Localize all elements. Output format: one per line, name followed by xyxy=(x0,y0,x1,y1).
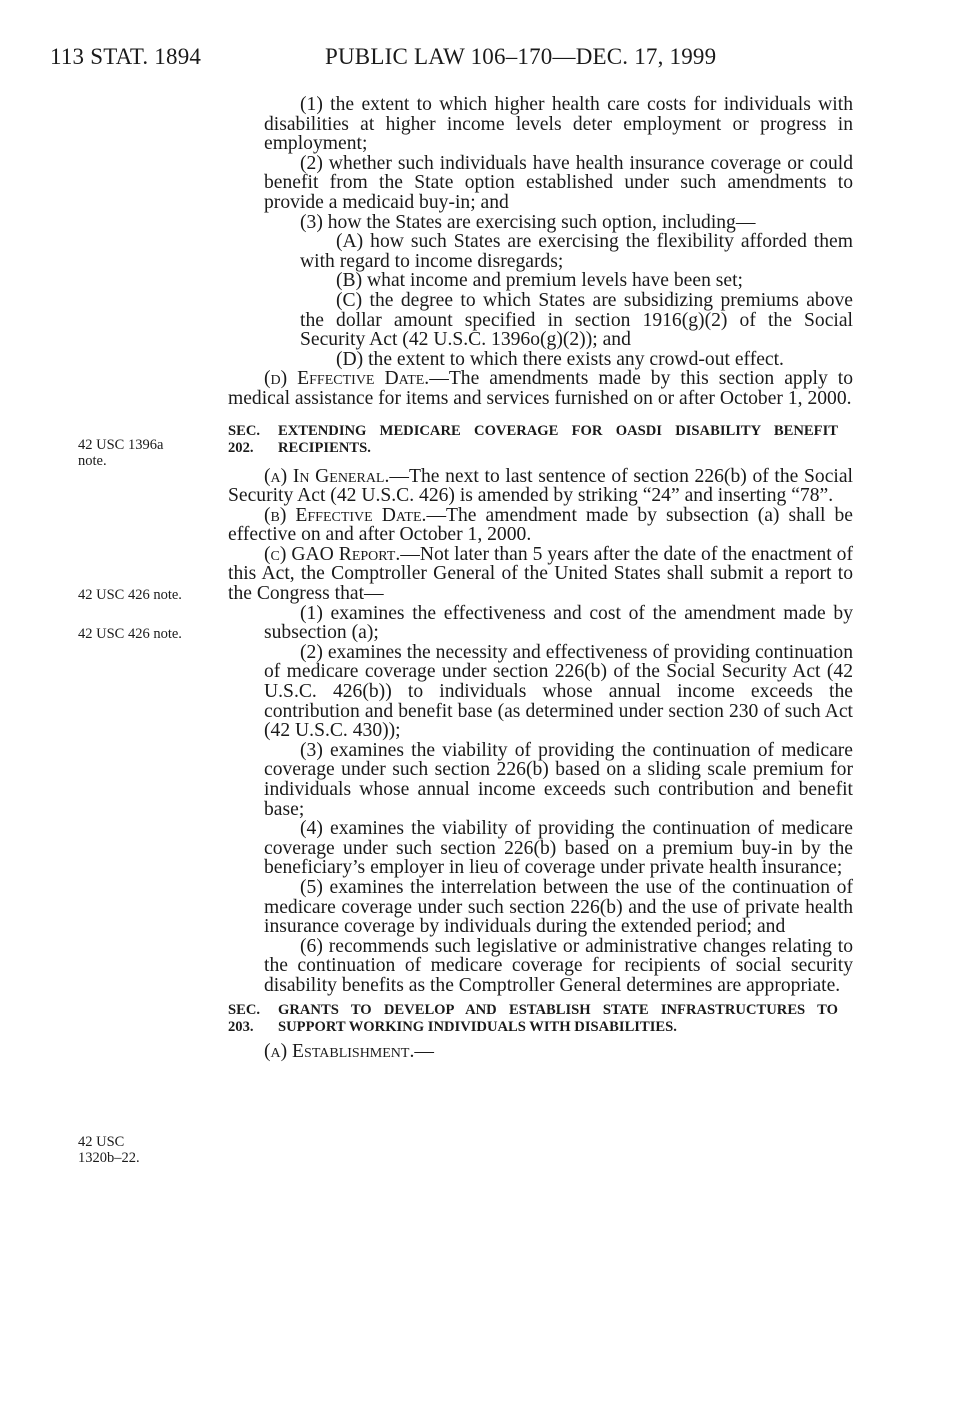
subsection-c-heading: (c) GAO Report. xyxy=(264,543,401,565)
subsection-d-text: —The amendments made by this section apply to medical assistance for items and services furnished on or after October 1, 2000. xyxy=(228,368,854,409)
section-203-number: SEC. 203. xyxy=(228,1001,261,1035)
section-202-heading xyxy=(228,423,853,457)
subsection-b xyxy=(228,506,853,545)
subsection-d-heading: (d) Effective Date. xyxy=(264,368,430,390)
subsection-establishment-heading: (a) Establishment. xyxy=(264,1040,415,1062)
running-header: PUBLIC LAW 106–170—DEC. 17, 1999 xyxy=(325,44,717,69)
margin-note-usc-1320b-22: 42 USC 1320b–22. xyxy=(78,1134,140,1166)
paragraph-3c: (C) the degree to which States are subsidizing premiums above the dollar amount specified in section 1916(g)(2) of the Social Security Act (42 U.S.C. 1396o(g)(2)); and xyxy=(300,289,853,351)
section-202-number: SEC. 202. xyxy=(228,422,261,456)
subsection-establishment xyxy=(228,1042,853,1062)
margin-note-usc-426-b: 42 USC 426 note. xyxy=(78,626,182,642)
paragraph-3: (3) how the States are exercising such option, including— xyxy=(300,211,756,233)
statute-page-number: 113 STAT. 1894 xyxy=(50,44,202,69)
subsection-a xyxy=(228,467,853,506)
paragraph-1: (1) the extent to which higher health care costs for individuals with disabilities at higher income levels deter employment or progress in employment; xyxy=(264,94,853,155)
paragraph-c6: (6) recommends such legislative or administrative changes relating to the continuation of medicare coverage for recipients of social security disability benefits as the Comptroller General determines are appropriate. xyxy=(264,935,853,996)
subsection-c-text: —Not later than 5 years after the date of the enactment of this Act, the Comptroller General of the United States shall submit a report to the Congress that— xyxy=(228,543,853,605)
margin-note-usc-426-a: 42 USC 426 note. xyxy=(78,587,182,603)
subsection-c xyxy=(228,545,853,604)
paragraph-c4: (4) examines the viability of providing the continuation of medicare coverage under such section 226(b) based on a premium buy-in by the beneficiary’s employer in lieu of coverage under private health insurance; xyxy=(264,818,853,879)
paragraph-c1: (1) examines the effectiveness and cost of the amendment made by subsection (a); xyxy=(264,602,853,644)
subsection-a-heading: (a) In General. xyxy=(264,465,390,487)
paragraph-3b: (B) what income and premium levels have been set; xyxy=(336,270,743,292)
section-203-title: GRANTS TO DEVELOP AND ESTABLISH STATE INFRASTRUCTURES TO SUPPORT WORKING INDIVIDUALS WITH DISABILITIES. xyxy=(278,1001,838,1035)
paragraph-3a: (A) how such States are exercising the flexibility afforded them with regard to income disregards; xyxy=(300,231,853,272)
subsection-b-text: —The amendment made by subsection (a) shall be effective on and after October 1, 2000. xyxy=(228,504,853,546)
subsection-establishment-text: — xyxy=(414,1040,434,1062)
section-203-heading xyxy=(228,1002,853,1036)
subsection-a-text: —The next to last sentence of section 226(b) of the Social Security Act (42 U.S.C. 426) is amended by striking “24” and inserting “78”. xyxy=(228,465,853,507)
margin-note-usc-1396a: 42 USC 1396a note. xyxy=(78,437,164,469)
paragraph-c5: (5) examines the interrelation between the use of the continuation of medicare coverage under such section 226(b) and the use of private health insurance coverage by individuals during the extended period; and xyxy=(264,876,853,938)
paragraph-3d: (D) the extent to which there exists any crowd-out effect. xyxy=(336,348,784,370)
subsection-b-heading: (b) Effective Date. xyxy=(264,504,427,526)
paragraph-2: (2) whether such individuals have health insurance coverage or could benefit from the State option established under such amendments to provide a medicaid buy-in; and xyxy=(264,152,853,213)
body-text xyxy=(228,95,853,1061)
paragraph-c2: (2) examines the necessity and effectiveness of providing continuation of medicare coverage under section 226(b) of the Social Security Act (42 U.S.C. 426(b)) to individuals whose annual income exceeds the contribution and benefit base (as determined under section 230 of such Act (42 U.S.C. 430)); xyxy=(264,641,853,742)
paragraph-c3: (3) examines the viability of providing the continuation of medicare coverage under such section 226(b) based on a sliding scale premium for individuals whose annual income exceeds such contribution and benefit base; xyxy=(264,739,853,820)
section-202-title: EXTENDING MEDICARE COVERAGE FOR OASDI DISABILITY BENEFIT RECIPIENTS. xyxy=(278,422,838,456)
subsection-d xyxy=(228,369,853,408)
